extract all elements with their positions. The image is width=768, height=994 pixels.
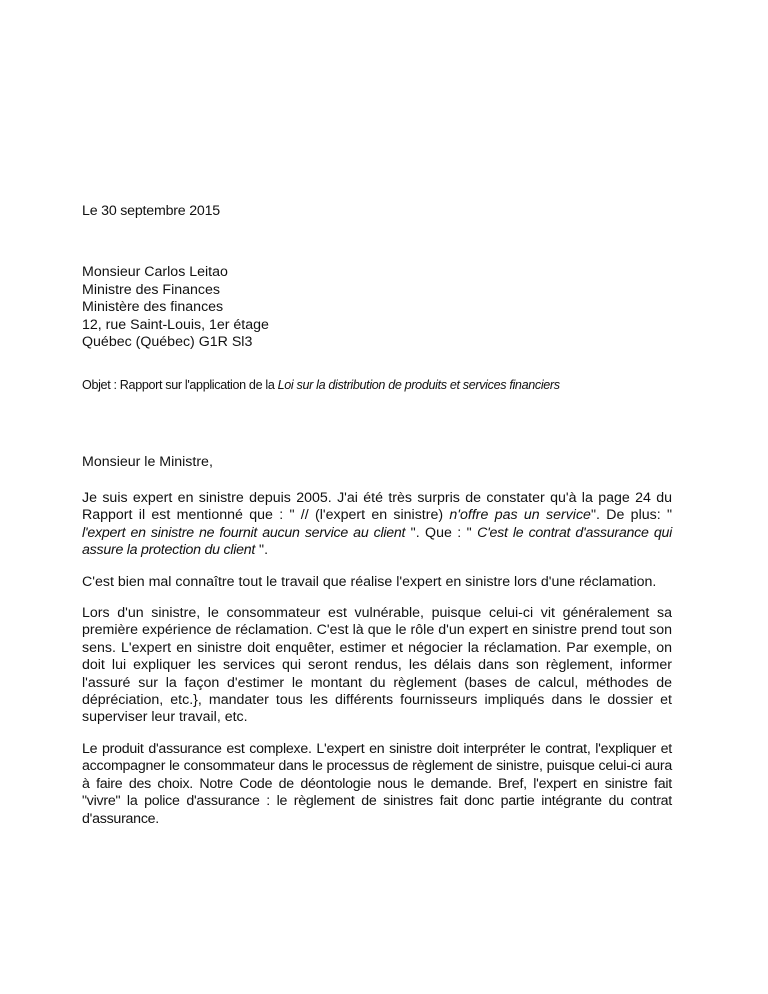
letter-date: Le 30 septembre 2015 <box>82 203 220 219</box>
paragraph-1-quote-1: n'offre pas un service <box>449 507 591 524</box>
paragraph-1 <box>82 490 672 560</box>
paragraph-1-text-2: ". De plus: " <box>590 507 672 524</box>
recipient-address <box>82 264 269 352</box>
paragraph-1-text-3: ". Que : " <box>405 524 478 541</box>
paragraph-1-text-4: ". <box>255 542 269 559</box>
letter-salutation: Monsieur le Ministre, <box>82 454 213 470</box>
letter-subject <box>82 378 560 392</box>
paragraph-4: Le produit d'assurance est complexe. L'expert en sinistre doit interpréter le contrat, l'expliquer et accompagner le consommateur dans le processus de règlement de sinistre, puisque celui-ci aura à faire des choix. Notre Code de déontologie nous le demande. Bref, l'expert en sinistre fait "vivre" la police d'assurance : le règlement de sinistres fait donc partie intégrante du contrat d'assurance. <box>82 740 672 827</box>
paragraph-1-text: Je suis expert en sinistre depuis 2005. J'ai été très surpris de constater qu'à la page 24 du Rapport il est mentionné que : " // (l'expert en sinistre) <box>82 490 672 524</box>
recipient-department: Ministère des finances <box>82 299 224 316</box>
recipient-city: Québec (Québec) G1R Sl3 <box>82 334 253 351</box>
recipient-name: Monsieur Carlos Leitao <box>82 264 228 280</box>
paragraph-2: C'est bien mal connaître tout le travail que réalise l'expert en sinistre lors d'une réclamation. <box>82 573 657 590</box>
recipient-title: Ministre des Finances <box>82 281 220 298</box>
paragraph-3: Lors d'un sinistre, le consommateur est vulnérable, puisque celui-ci vit généralement sa première expérience de réclamation. C'est là que le rôle d'un expert en sinistre prend tout son sens. L'expert en sinistre doit enquêter, estimer et négocier la réclamation. Par exemple, on doit lui expliquer les services qui seront rendus, les délais dans son règlement, informer l'assuré sur la façon d'estimer le montant du règlement (bases de calcul, méthodes de dépréciation, etc.}, mandater tous les différents fournisseurs impliqués dans le dossier et superviser leur travail, etc. <box>82 605 672 726</box>
paragraph-1-quote-3: C'est le contrat d'assurance qui assure la protection du client <box>82 524 672 559</box>
letter-body <box>82 490 672 842</box>
subject-law-title: Loi sur la distribution de produits et services financiers <box>277 378 560 392</box>
paragraph-1-quote-2: l'expert en sinistre ne fournit aucun service au client <box>82 524 406 541</box>
subject-prefix: Objet : Rapport sur l'application de la <box>82 378 278 392</box>
recipient-street: 12, rue Saint-Louis, 1er étage <box>82 316 269 333</box>
